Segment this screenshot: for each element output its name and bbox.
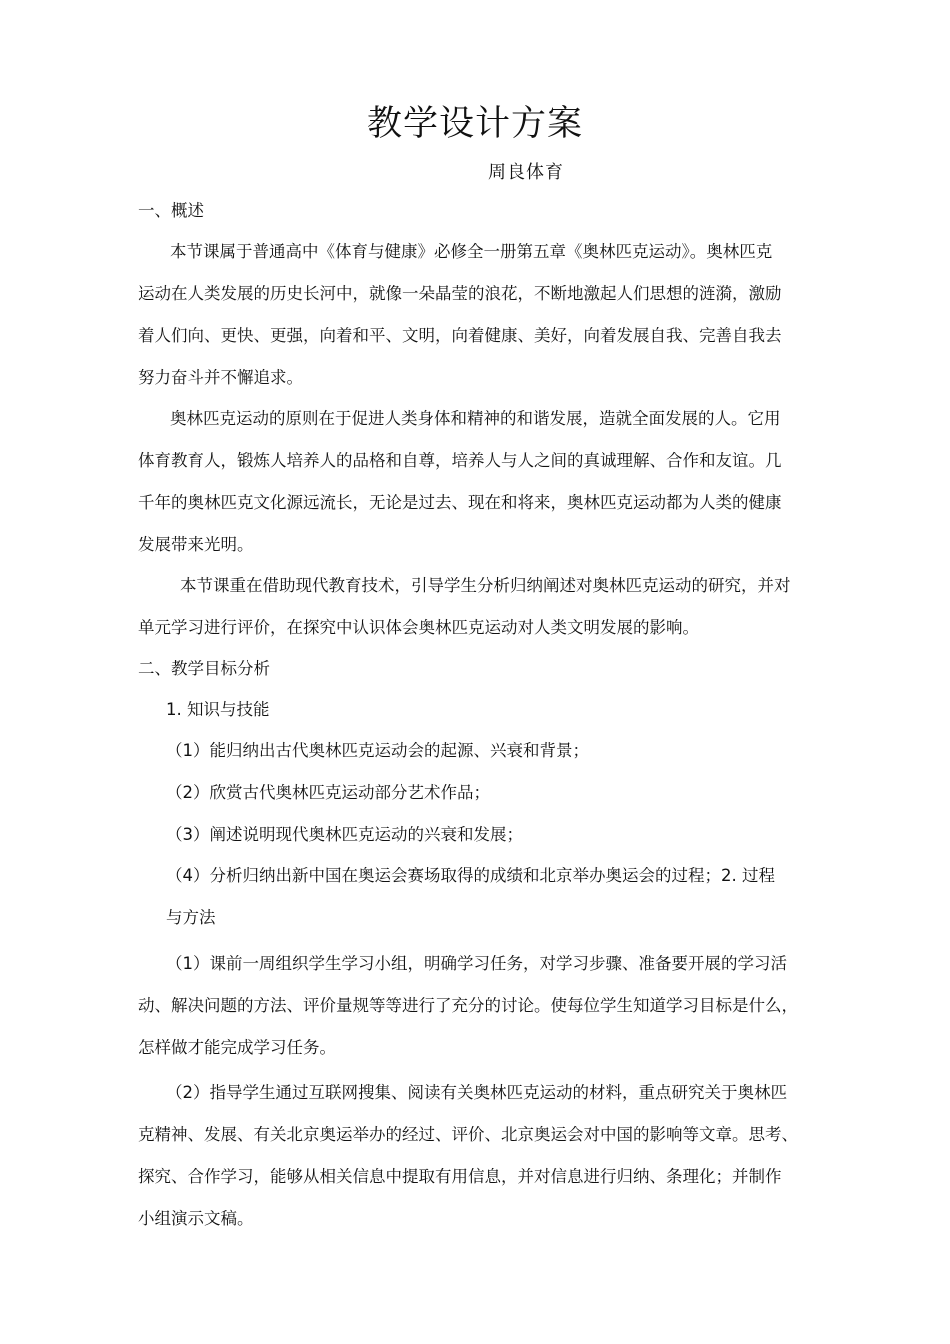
text-line-p2-l3: 千年的奥林匹克文化源远流长，无论是过去、现在和将来，奥林匹克运动都为人类的健康 xyxy=(138,493,782,512)
text-line-p2-l4: 发展带来光明。 xyxy=(138,535,254,554)
text-line-p3-l2: 单元学习进行评价，在探究中认识体会奥林匹克运动对人类文明发展的影响。 xyxy=(138,618,699,637)
text-line-p3-l1: 本节课重在借助现代教育技术，引导学生分析归纳阐述对奥林匹克运动的研究，并对 xyxy=(180,576,791,595)
text-line-item4-l1: （4）分析归纳出新中国在奥运会赛场取得的成绩和北京举办奥运会的过程；2. 过程 xyxy=(166,866,775,885)
text-line-pm1-l3: 怎样做才能完成学习任务。 xyxy=(138,1038,336,1057)
text-line-pm1-l2: 动、解决问题的方法、评价量规等等进行了充分的讨论。使每位学生知道学习目标是什么， xyxy=(138,996,798,1015)
text-line-p1-l3: 着人们向、更快、更强，向着和平、文明，向着健康、美好，向着发展自我、完善自我去 xyxy=(138,326,782,345)
text-line-p2-l1: 奥林匹克运动的原则在于促进人类身体和精神的和谐发展，造就全面发展的人。它用 xyxy=(170,409,781,428)
document-author: 周良体育 xyxy=(488,162,564,183)
text-line-s2-heading: 二、教学目标分析 xyxy=(138,659,270,678)
text-line-item1: （1）能归纳出古代奥林匹克运动会的起源、兴衰和背景； xyxy=(166,741,589,760)
text-line-pm2-l1: （2）指导学生通过互联网搜集、阅读有关奥林匹克运动的材料，重点研究关于奥林匹 xyxy=(166,1083,787,1102)
text-line-s1-heading: 一、概述 xyxy=(138,201,204,220)
document-title: 教学设计方案 xyxy=(366,104,583,144)
text-line-item3: （3）阐述说明现代奥林匹克运动的兴衰和发展； xyxy=(166,825,523,844)
text-line-pm1-l1: （1）课前一周组织学生学习小组，明确学习任务，对学习步骤、准备要开展的学习活 xyxy=(166,954,787,973)
text-line-pm2-l3: 探究、合作学习，能够从相关信息中提取有用信息，并对信息进行归纳、条理化；并制作 xyxy=(138,1167,782,1186)
text-line-item4-l2: 与方法 xyxy=(166,908,216,927)
text-line-p1-l2: 运动在人类发展的历史长河中，就像一朵晶莹的浪花，不断地激起人们思想的涟漪，激励 xyxy=(138,284,782,303)
text-line-sub1: 1. 知识与技能 xyxy=(166,700,270,719)
text-line-p1-l1: 本节课属于普通高中《体育与健康》必修全一册第五章《奥林匹克运动》。奥林匹克 xyxy=(170,242,773,261)
text-line-p1-l4: 努力奋斗并不懈追求。 xyxy=(138,368,303,387)
text-line-item2: （2）欣赏古代奥林匹克运动部分艺术作品； xyxy=(166,783,490,802)
text-line-p2-l2: 体育教育人，锻炼人培养人的品格和自尊，培养人与人之间的真诚理解、合作和友谊。几 xyxy=(138,451,782,470)
text-line-pm2-l2: 克精神、发展、有关北京奥运举办的经过、评价、北京奥运会对中国的影响等文章。思考、 xyxy=(138,1125,798,1144)
text-line-pm2-l4: 小组演示文稿。 xyxy=(138,1209,254,1228)
